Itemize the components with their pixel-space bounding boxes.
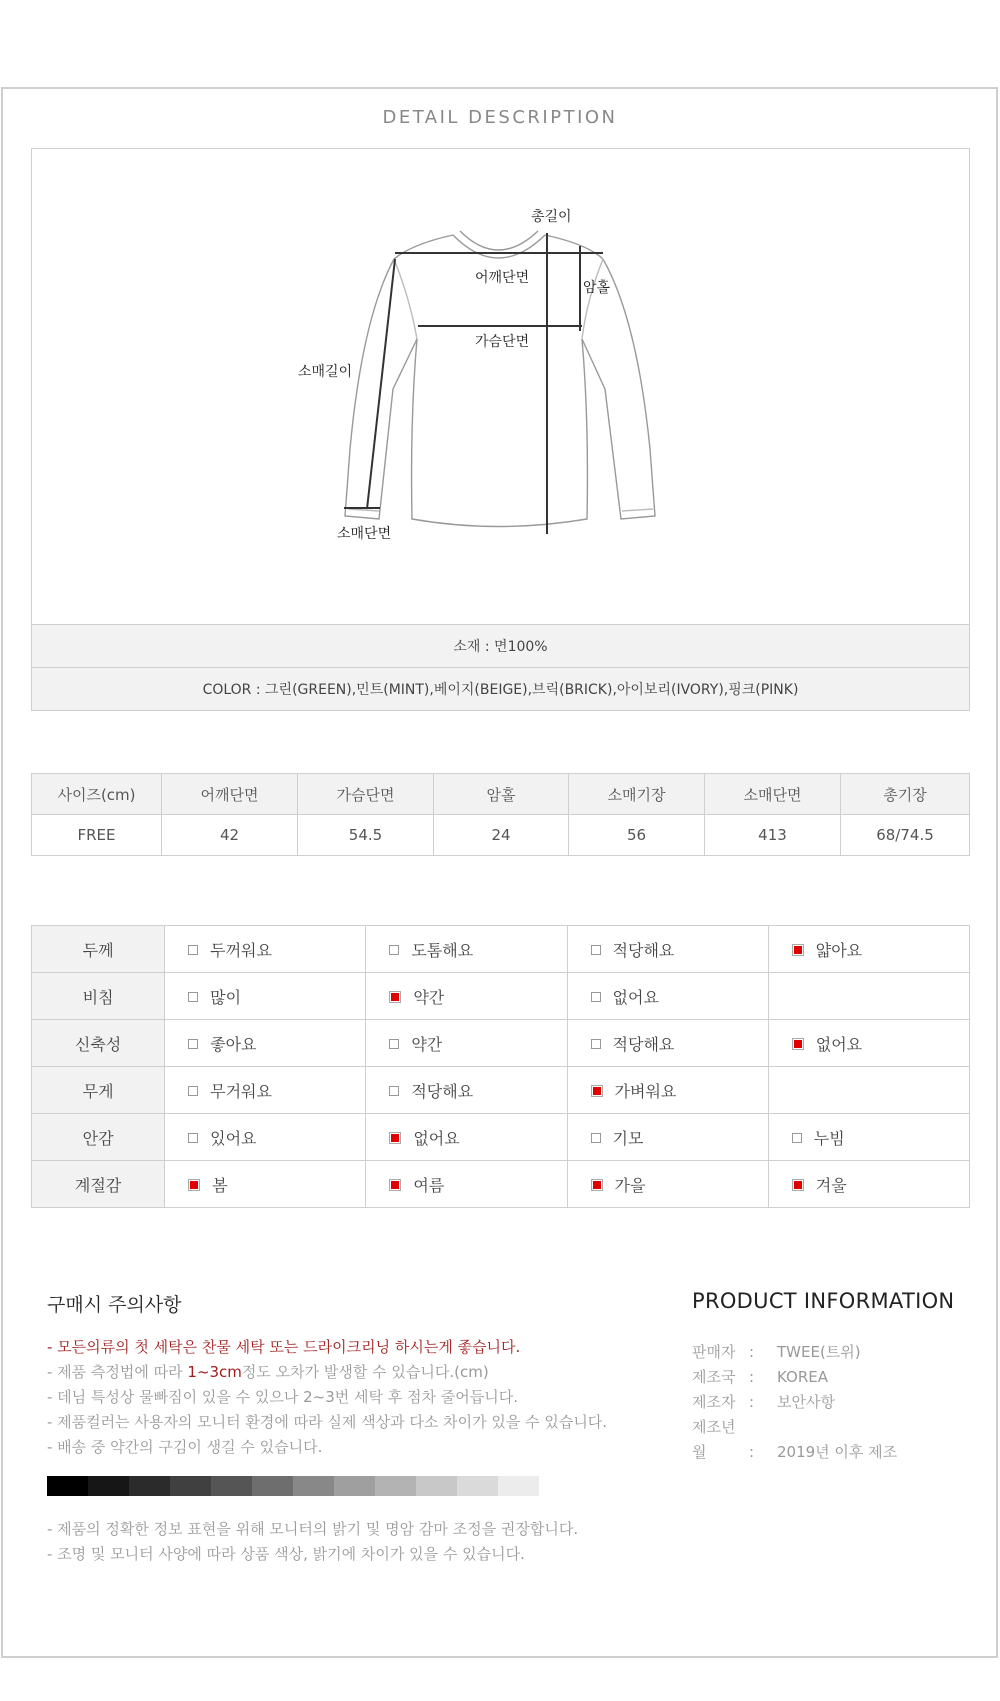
grayscale-swatch [170,1476,211,1496]
size-cell: 68/74.5 [841,815,970,856]
checkbox-empty-icon [792,1133,802,1143]
size-header-cell: 암홀 [434,774,569,815]
table-row [32,1114,970,1161]
attribute-option-text: 적당해요 [612,1034,675,1054]
checkbox-empty-icon [389,945,399,955]
attribute-label: 두께 [32,926,165,973]
attribute-option-text: 적당해요 [612,940,675,960]
attribute-option [768,1067,969,1114]
attribute-option-text: 많이 [210,987,242,1007]
attribute-option-text: 가을 [614,1175,646,1195]
label-sleeve-length: 소매길이 [298,364,353,380]
attribute-option-text: 있어요 [210,1128,257,1148]
grayscale-swatch [293,1476,334,1496]
attribute-option-text: 여름 [413,1175,445,1195]
grayscale-swatch [416,1476,457,1496]
attribute-label: 무게 [32,1067,165,1114]
size-cell: 56 [569,815,705,856]
attribute-option [768,1020,969,1067]
label-chest: 가슴단면 [475,334,530,350]
attribute-label: 안감 [32,1114,165,1161]
checkbox-empty-icon [188,1039,198,1049]
attribute-option-text: 무거워요 [210,1081,272,1101]
detail-title: DETAIL DESCRIPTION [382,107,618,128]
attribute-option [567,1161,768,1208]
checkbox-checked-icon [591,1085,603,1097]
size-header-cell: 어깨단면 [162,774,298,815]
attribute-option [567,1020,768,1067]
attribute-option-text: 약간 [413,987,445,1007]
checkbox-empty-icon [591,1039,601,1049]
notice-item: - 모든의류의 첫 세탁은 찬물 세탁 또는 드라이크리닝 하시는게 좋습니다. [47,1338,521,1356]
attribute-option [366,926,567,973]
monitor-notice-list [47,1517,578,1567]
product-info-row: 제조국 : KOREA [692,1368,828,1386]
table-row [32,926,970,973]
attribute-option-text: 두꺼워요 [210,940,272,960]
grayscale-swatch [334,1476,375,1496]
attribute-option [768,926,969,973]
attribute-option-text: 도톰해요 [411,940,474,960]
attribute-option [567,1114,768,1161]
size-cell: 54.5 [298,815,434,856]
checkbox-empty-icon [389,1039,399,1049]
table-row [32,1161,970,1208]
attribute-option [768,973,969,1020]
attribute-option [567,973,768,1020]
notice-item: - 제품의 정확한 정보 표현을 위해 모니터의 밝기 및 명암 감마 조정을 권장합니다. [47,1520,579,1538]
product-info-row: 판매자 : TWEE(트위) [692,1343,861,1361]
checkbox-checked-icon [389,1179,401,1191]
attribute-option-text: 누빔 [813,1128,845,1148]
attribute-option [165,973,366,1020]
attribute-option [366,1161,567,1208]
notice-item: - 제품 측정법에 따라 1~3cm정도 오차가 발생할 수 있습니다.(cm) [47,1363,489,1381]
size-table-header [32,774,970,815]
attribute-option [165,1161,366,1208]
grayscale-swatch [498,1476,539,1496]
grayscale-swatch [252,1476,293,1496]
checkbox-checked-icon [188,1179,200,1191]
attribute-option-text: 가벼워요 [614,1081,677,1101]
checkbox-empty-icon [188,945,198,955]
attribute-option [366,1067,567,1114]
product-info-list [692,1340,897,1465]
size-header-cell: 소매단면 [705,774,841,815]
grayscale-swatch [457,1476,498,1496]
checkbox-empty-icon [188,1133,198,1143]
checkbox-checked-icon [792,1038,804,1050]
attribute-option-text: 봄 [212,1175,228,1195]
label-sleeve-width: 소매단면 [337,526,392,542]
attribute-option-text: 얇아요 [815,940,863,960]
attribute-option-text: 없어요 [815,1034,863,1054]
checkbox-checked-icon [591,1179,603,1191]
checkbox-empty-icon [591,945,601,955]
attribute-option [366,1114,567,1161]
shirt-measurement-diagram [32,149,969,624]
size-header-cell: 총기장 [841,774,970,815]
size-table [31,773,970,856]
table-row [32,1020,970,1067]
notice-item: - 조명 및 모니터 사양에 따라 상품 색상, 밝기에 차이가 있을 수 있습니다. [47,1545,525,1563]
attribute-option [567,1067,768,1114]
grayscale-swatch [47,1476,88,1496]
size-header-cell: 소매기장 [569,774,705,815]
table-row [32,1067,970,1114]
color-row: COLOR : 그린(GREEN),민트(MINT),베이지(BEIGE),브릭(BRICK),아이보리(IVORY),핑크(PINK) [32,667,969,710]
size-cell: 42 [162,815,298,856]
grayscale-swatch [88,1476,129,1496]
product-info-title: PRODUCT INFORMATION [692,1289,955,1313]
notice-item: - 배송 중 약간의 구김이 생길 수 있습니다. [47,1438,323,1456]
attribute-option [165,926,366,973]
attribute-option-text: 좋아요 [210,1034,257,1054]
checkbox-checked-icon [389,991,401,1003]
attribute-option-text: 없어요 [413,1128,460,1148]
measurement-diagram-box [31,148,970,711]
material-row: 소재 : 면100% [32,624,969,667]
grayscale-bar [47,1476,539,1496]
attribute-option [165,1067,366,1114]
table-row [32,973,970,1020]
attribute-option [567,926,768,973]
table-row [32,815,970,856]
attribute-option-text: 없어요 [612,987,659,1007]
size-cell: 413 [705,815,841,856]
notice-title: 구매시 주의사항 [47,1294,182,1316]
size-header-cell: 가슴단면 [298,774,434,815]
checkbox-empty-icon [188,992,198,1002]
notice-item: - 제품컬러는 사용자의 모니터 환경에 따라 실제 색상과 다소 차이가 있을 수 있습니다. [47,1413,608,1431]
size-cell: FREE [32,815,162,856]
attribute-label: 계절감 [32,1161,165,1208]
attribute-option [165,1020,366,1067]
checkbox-checked-icon [792,944,804,956]
attribute-option-text: 약간 [411,1034,443,1054]
attribute-option [768,1161,969,1208]
label-shoulder: 어깨단면 [475,270,530,286]
tolerance-highlight: 1~3cm [187,1363,242,1381]
attribute-option [366,973,567,1020]
product-info-row: 제조자 : 보안사항 [692,1393,835,1411]
grayscale-swatch [375,1476,416,1496]
notice-item: - 데님 특성상 물빠짐이 있을 수 있으나 2~3번 세탁 후 점차 줄어듭니다. [47,1388,519,1406]
size-cell: 24 [434,815,569,856]
checkbox-empty-icon [591,1133,601,1143]
attribute-option [768,1114,969,1161]
label-armhole: 암홀 [583,280,611,296]
checkbox-empty-icon [188,1086,198,1096]
size-header-cell: 사이즈(cm) [32,774,162,815]
checkbox-checked-icon [792,1179,804,1191]
attribute-option-text: 겨울 [815,1175,847,1195]
grayscale-swatch [129,1476,170,1496]
attribute-option-text: 적당해요 [411,1081,474,1101]
product-info-row: 제조년월 : 2019년 이후 제조 [692,1418,898,1461]
checkbox-empty-icon [591,992,601,1002]
label-total-length: 총길이 [531,209,572,225]
attribute-option [165,1114,366,1161]
checkbox-checked-icon [389,1132,401,1144]
fabric-attributes-table [31,925,970,1208]
checkbox-empty-icon [389,1086,399,1096]
grayscale-swatch [211,1476,252,1496]
attribute-label: 신축성 [32,1020,165,1067]
attribute-label: 비침 [32,973,165,1020]
attribute-option-text: 기모 [612,1128,644,1148]
attribute-option [366,1020,567,1067]
notice-list [47,1335,607,1460]
